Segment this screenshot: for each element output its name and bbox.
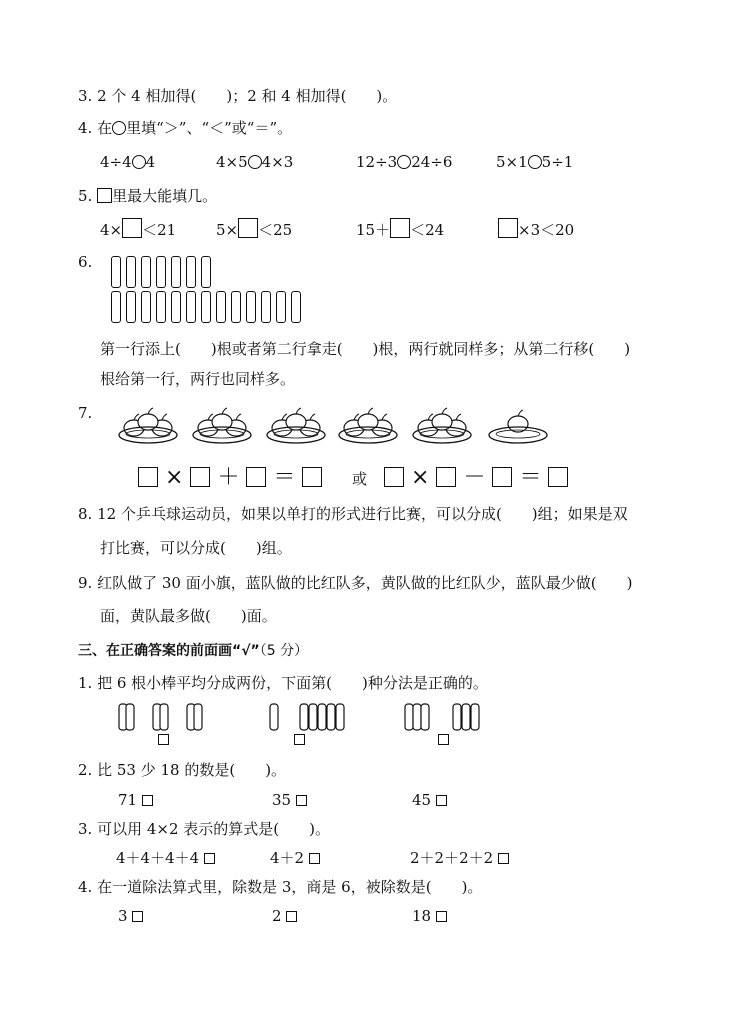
answer-box[interactable]	[138, 467, 158, 487]
answer-box[interactable]	[548, 467, 568, 487]
s3q3-option-2: 4＋2	[270, 848, 320, 868]
plate-of-apples	[267, 408, 325, 443]
answer-box[interactable]	[302, 467, 322, 487]
answer-box[interactable]	[238, 218, 258, 238]
stick-icon	[156, 291, 166, 323]
question-text: 在一道除法算式里，除数是 3，商是 6，被除数是( )。	[97, 878, 483, 896]
option-1-checkbox[interactable]	[158, 734, 169, 745]
option-checkbox[interactable]	[204, 853, 215, 864]
q8-text-line-2: 打比赛，可以分成( )组。	[100, 539, 292, 557]
plate-of-apples	[193, 408, 251, 443]
stick-row-2	[111, 291, 301, 323]
stick-icon	[186, 291, 196, 323]
stick-icon	[126, 291, 136, 323]
stick-groups-illustration	[0, 700, 737, 740]
option-checkbox[interactable]	[286, 911, 297, 922]
option-3-checkbox[interactable]	[438, 734, 449, 745]
s3q2-option-1: 71	[118, 790, 153, 810]
option-checkbox[interactable]	[142, 795, 153, 806]
small-stick-icon	[160, 704, 168, 730]
question-text: 里填“＞”、“＜”或“＝”。	[126, 119, 293, 137]
compare-circle[interactable]	[397, 155, 411, 169]
square-blank-icon	[97, 188, 112, 203]
q4-item-3: 12÷3 24÷6	[356, 153, 453, 171]
s3-question-2	[78, 760, 286, 780]
answer-box[interactable]	[390, 218, 410, 238]
q4-item-1: 4÷4 4	[100, 153, 156, 171]
question-6	[78, 252, 92, 272]
small-stick-icon	[421, 704, 429, 730]
s3q4-option-1: 3	[118, 906, 143, 926]
small-stick-icon	[471, 704, 479, 730]
question-4: 4. 在 里填“＞”、“＜”或“＝”。	[78, 119, 293, 137]
question-number: 5.	[78, 187, 93, 205]
stick-icon	[201, 291, 211, 323]
s3q3-option-1: 4＋4＋4＋4	[116, 848, 215, 868]
stick-icon	[186, 256, 196, 288]
question-number: 8.	[78, 505, 93, 523]
small-stick-icon	[194, 704, 202, 730]
question-5	[78, 186, 217, 206]
small-stick-icon	[270, 704, 278, 730]
stick-icon	[171, 291, 181, 323]
question-number: 6.	[78, 253, 93, 271]
question-text: 红队做了 30 面小旗，蓝队做的比红队多，黄队做的比红队少，蓝队最少做( )	[97, 574, 633, 592]
answer-box[interactable]	[384, 467, 404, 487]
stick-icon	[261, 291, 271, 323]
small-stick-icon	[318, 704, 326, 730]
question-text: 可以用 4×2 表示的算式是( )。	[97, 820, 330, 838]
question-3	[78, 86, 397, 106]
option-checkbox[interactable]	[436, 795, 447, 806]
plate-of-apples	[119, 408, 177, 443]
circle-blank-icon	[112, 121, 126, 135]
q7-equation-2: × － ＝	[384, 460, 568, 491]
stick-icon	[141, 291, 151, 323]
compare-circle[interactable]	[528, 155, 542, 169]
section-3-heading: 三、在正确答案的前面画“√”（5 分）	[78, 643, 309, 659]
answer-box[interactable]	[492, 467, 512, 487]
answer-box[interactable]	[246, 467, 266, 487]
stick-icon	[291, 291, 301, 323]
q4-item-4: 5×1 5÷1	[496, 153, 574, 171]
question-text: 比 53 少 18 的数是( )。	[97, 761, 287, 779]
q6-text-line-2: 根给第一行，两行也同样多。	[100, 370, 296, 388]
question-number: 2.	[78, 761, 93, 779]
s3q3-option-3: 2＋2＋2＋2	[410, 848, 509, 868]
compare-circle[interactable]	[132, 155, 146, 169]
option-2-checkbox[interactable]	[294, 734, 305, 745]
option-checkbox[interactable]	[132, 911, 143, 922]
stick-icon	[141, 256, 151, 288]
q6-text-line-1: 第一行添上( )根或者第二行拿走( )根，两行就同样多；从第二行移( )	[100, 340, 631, 358]
stick-icon	[276, 291, 286, 323]
question-text: 12 个乒乓球运动员，如果以单打的形式进行比赛，可以分成( )组；如果是双	[97, 505, 628, 523]
question-8	[78, 504, 628, 524]
stick-icon	[201, 256, 211, 288]
small-stick-icon	[327, 704, 335, 730]
stick-icon	[246, 291, 256, 323]
question-number: 9.	[78, 574, 93, 592]
small-stick-icon	[453, 704, 461, 730]
small-stick-icon	[300, 704, 308, 730]
q5-item-2: 5× ＜25	[216, 218, 292, 240]
question-number: 3.	[78, 820, 93, 838]
answer-box[interactable]	[436, 467, 456, 487]
answer-box[interactable]	[498, 218, 518, 238]
s3q4-option-3: 18	[412, 906, 447, 926]
q9-text-line-2: 面，黄队最多做( )面。	[100, 607, 277, 625]
s3-question-4	[78, 877, 482, 897]
stick-icon	[171, 256, 181, 288]
small-stick-icon	[462, 704, 470, 730]
stick-icon	[216, 291, 226, 323]
option-checkbox[interactable]	[436, 911, 447, 922]
stick-icon	[111, 291, 121, 323]
s3q4-option-2: 2	[272, 906, 297, 926]
q5-item-4: ×3＜20	[498, 218, 574, 240]
s3-question-1	[78, 673, 488, 693]
q5-item-1: 4× ＜21	[100, 218, 176, 240]
question-number: 3.	[78, 87, 93, 105]
small-stick-icon	[405, 704, 413, 730]
stick-icon	[231, 291, 241, 323]
option-checkbox[interactable]	[296, 795, 307, 806]
question-text: 2 个 4 相加得( )；2 和 4 相加得( )。	[97, 87, 398, 105]
question-number: 4.	[78, 119, 93, 137]
s3-question-3	[78, 819, 330, 839]
option-checkbox[interactable]	[498, 853, 509, 864]
question-text: 把 6 根小棒平均分成两份，下面第( )种分法是正确的。	[97, 674, 488, 692]
stick-row-1	[111, 256, 211, 288]
plate-of-apples	[413, 408, 471, 443]
question-number: 4.	[78, 878, 93, 896]
option-checkbox[interactable]	[309, 853, 320, 864]
stick-icon	[111, 256, 121, 288]
plate-of-apples	[489, 410, 547, 443]
or-label: 或	[352, 470, 368, 488]
small-stick-icon	[126, 704, 134, 730]
question-number: 1.	[78, 674, 93, 692]
question-number: 7.	[78, 404, 93, 422]
question-text: 里最大能填几。	[112, 187, 218, 205]
s3q2-option-2: 35	[272, 790, 307, 810]
q7-equation-1: × ＋ ＝	[138, 460, 322, 491]
apple-plates-illustration	[0, 408, 737, 468]
q4-item-2: 4×5 4×3	[216, 153, 294, 171]
s3q2-option-3: 45	[412, 790, 447, 810]
answer-box[interactable]	[190, 467, 210, 487]
question-9	[78, 573, 632, 593]
small-stick-icon	[413, 704, 421, 730]
compare-circle[interactable]	[248, 155, 262, 169]
small-stick-icon	[309, 704, 317, 730]
q5-item-3: 15＋ ＜24	[356, 218, 444, 240]
stick-icon	[126, 256, 136, 288]
answer-box[interactable]	[122, 218, 142, 238]
stick-icon	[156, 256, 166, 288]
small-stick-icon	[336, 704, 344, 730]
plate-of-apples	[339, 408, 397, 443]
